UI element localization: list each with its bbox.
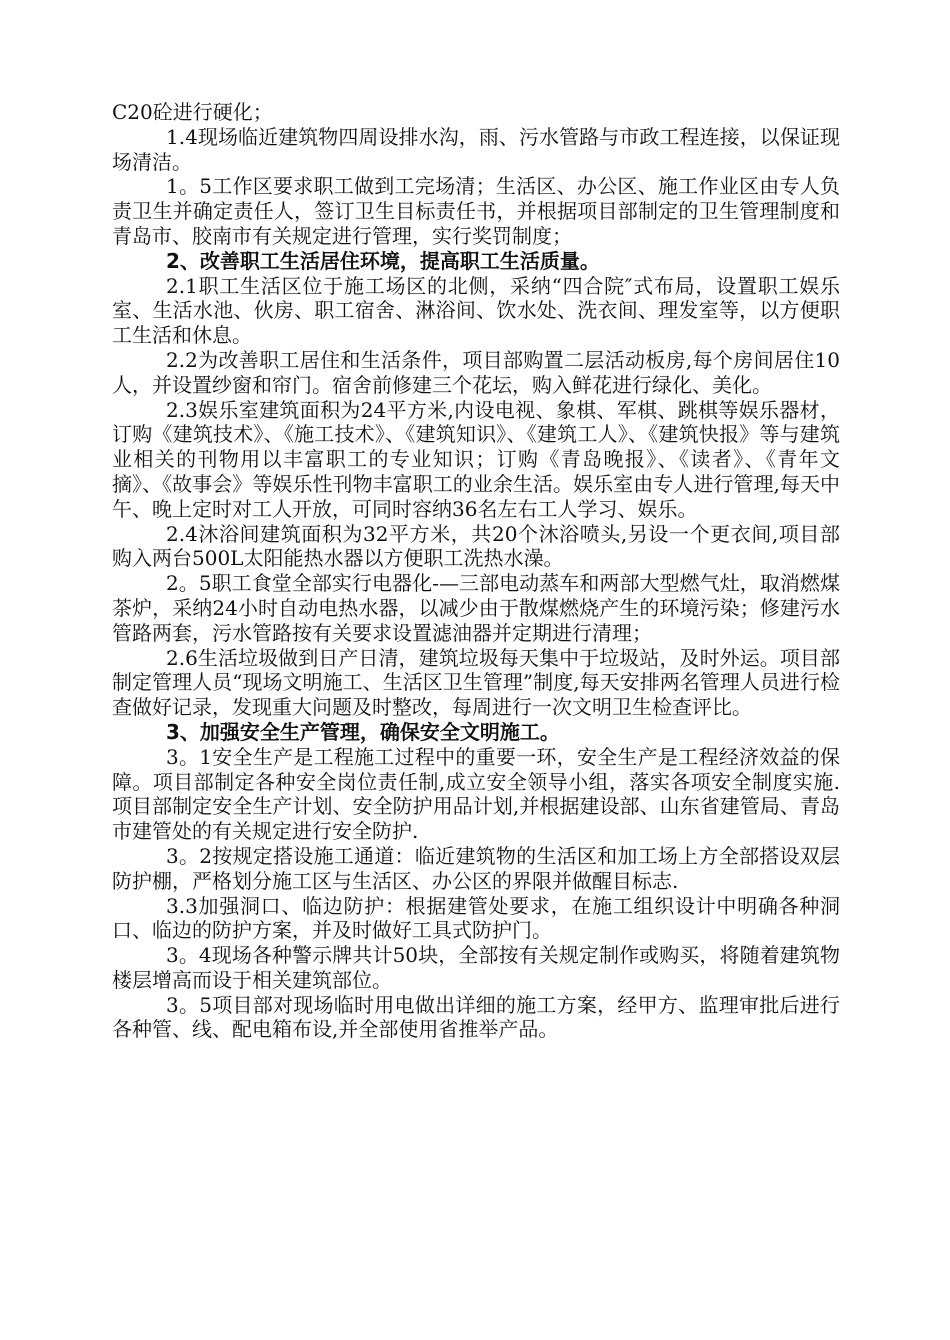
document-body <box>112 100 840 1042</box>
section-heading-3: 3、加强安全生产管理，确保安全文明施工。 <box>166 719 560 744</box>
paragraph-continuation: C20砼进行硬化； <box>112 100 273 124</box>
paragraph-2-4: 2.4沐浴间建筑面积为32平方米，共20个沐浴喷头,另设一个更衣间,项目部购入两台500L太阳能热水器以方便职工洗热水澡。 <box>112 521 840 571</box>
paragraph-3-4: 3。4现场各种警示牌共计50块，全部按有关规定制作或购买，将随着建筑物楼层增高而设于相关建筑部位。 <box>112 943 840 992</box>
paragraph-3-1: 3。1安全生产是工程施工过程中的重要一环，安全生产是工程经济效益的保障。项目部制定各种安全岗位责任制,成立安全领导小组，落实各项安全制度实施.项目部制定安全生产计划、安全防护用品计划,并根据建设部、山东省建管局、青岛市建管处的有关规定进行安全防护. <box>112 744 840 844</box>
paragraph-3-5: 3。5项目部对现场临时用电做出详细的施工方案，经甲方、监理审批后进行各种管、线、配电箱布设,并全部使用省推举产品。 <box>112 992 840 1042</box>
paragraph-2-1: 2.1职工生活区位于施工场区的北侧，采纳“四合院″式布局，设置职工娱乐室、生活水池、伙房、职工宿舍、淋浴间、饮水处、洗衣间、理发室等，以方便职工生活和休息。 <box>112 273 840 348</box>
paragraph-2-3: 2.3娱乐室建筑面积为24平方米,内设电视、象棋、军棋、跳棋等娱乐器材，订购《建筑技术》、《施工技术》、《建筑知识》、《建筑工人》、《建筑快报》等与建筑业相关的刊物用以丰富职工的专业知识；订购《青岛晚报》、《读者》、《青年文摘》、《故事会》等娱乐性刊物丰富职工的业余生活。娱乐室由专人进行管理,每天中午、晚上定时对工人开放，可同时容纳36名左右工人学习、娱乐。 <box>112 397 840 521</box>
section-heading-2: 2、改善职工生活居住环境，提高职工生活质量。 <box>166 248 600 273</box>
paragraph-2-2: 2.2为改善职工居住和生活条件，项目部购置二层活动板房,每个房间居住10人，并设置纱窗和帘门。宿舍前修建三个花坛，购入鲜花进行绿化、美化。 <box>112 347 840 397</box>
paragraph-2-5: 2。5职工食堂全部实行电器化-—三部电动蒸车和两部大型燃气灶，取消燃煤茶炉，采纳24小时自动电热水器，以减少由于散煤燃烧产生的环境污染；修建污水管路两套，污水管路按有关要求设置滤油器并定期进行清理； <box>112 571 840 645</box>
paragraph-1-4: 1.4现场临近建筑物四周设排水沟，雨、污水管路与市政工程连接，以保证现场清洁。 <box>112 124 840 174</box>
paragraph-2-6: 2.6生活垃圾做到日产日清，建筑垃圾每天集中于垃圾站，及时外运。项目部制定管理人员“现场文明施工、生活区卫生管理”制度,每天安排两名管理人员进行检查做好记录，发现重大问题及时整改，每周进行一次文明卫生检查评比。 <box>112 645 840 720</box>
paragraph-1-5: 1。5工作区要求职工做到工完场清；生活区、办公区、施工作业区由专人负责卫生并确定责任人，签订卫生目标责任书，并根据项目部制定的卫生管理制度和青岛市、胶南市有关规定进行管理，实行奖罚制度； <box>112 174 840 248</box>
paragraph-3-2: 3。2按规定搭设施工通道：临近建筑物的生活区和加工场上方全部搭设双层防护棚，严格划分施工区与生活区、办公区的界限并做醒目标志. <box>112 843 840 893</box>
paragraph-3-3: 3.3加强洞口、临边防护：根据建管处要求，在施工组织设计中明确各种洞口、临边的防护方案，并及时做好工具式防护门。 <box>112 893 840 943</box>
